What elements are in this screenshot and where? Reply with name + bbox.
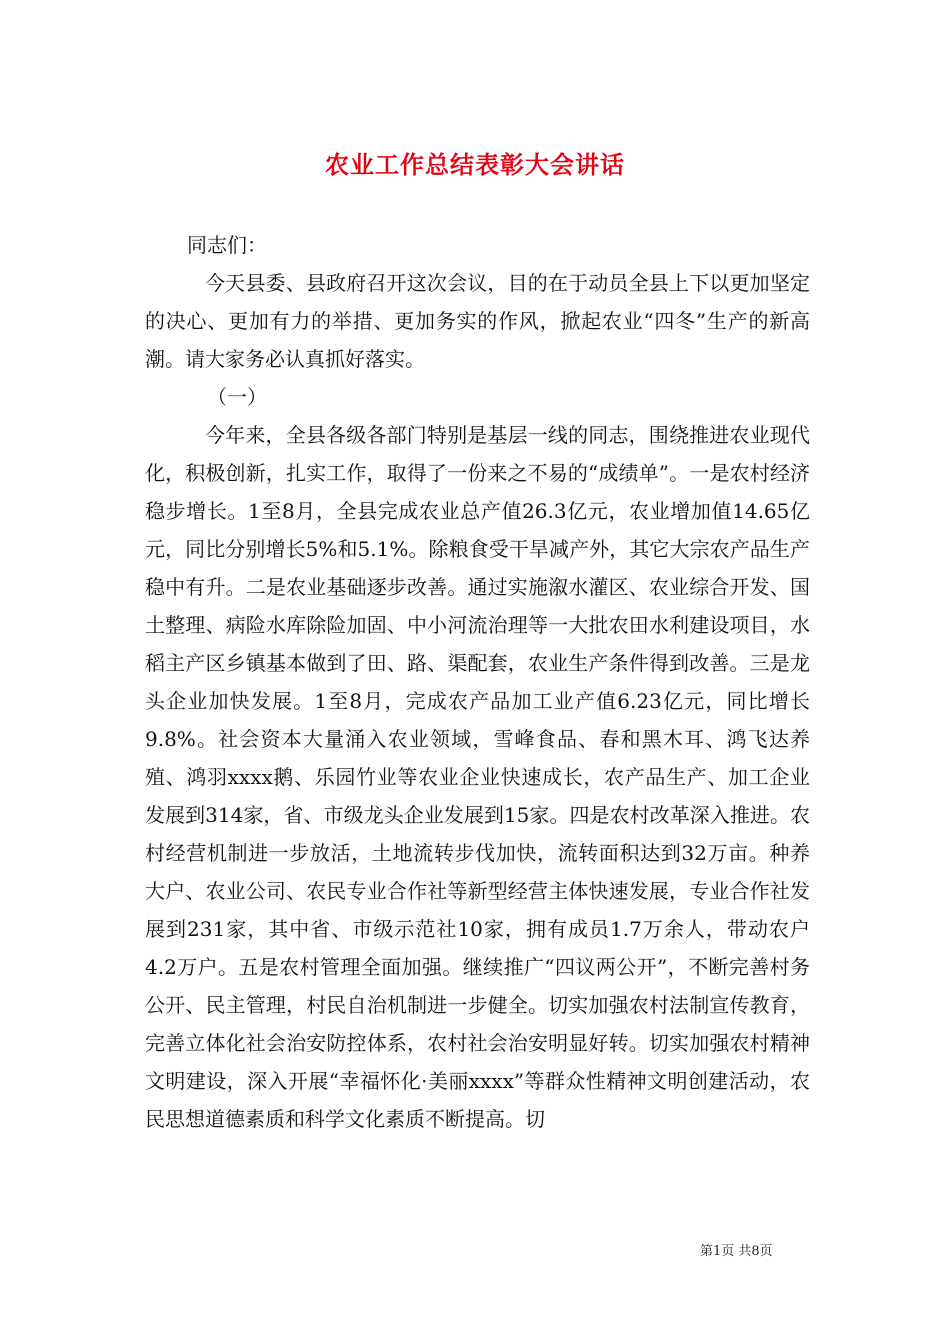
paragraph-achievements: 今年来，全县各级各部门特别是基层一线的同志，围绕推进农业现代化，积极创新，扎实工作，取得了一份来之不易的“成绩单”。一是农村经济稳步增长。1至8月，全县完成农业总产值26.3亿元，农业增加值14.65亿元，同比分别增长5%和5.1%。除粮食受干旱减产外，其它大宗农产品生产稳中有升。二是农业基础逐步改善。通过实施溆水灌区、农业综合开发、国土整理、病险水库除险加固、中小河流治理等一大批农田水利建设项目，水稻主产区乡镇基本做到了田、路、渠配套，农业生产条件得到改善。三是龙头企业加快发展。1至8月，完成农产品加工业产值6.23亿元，同比增长9.8%。社会资本大量涌入农业领域，雪峰食品、春和黑木耳、鸿飞达养殖、鸿羽xxxx鹅、乐园竹业等农业企业快速成长，农产品生产、加工企业发展到314家，省、市级龙头企业发展到15家。四是农村改革深入推进。农村经营机制进一步放活，土地流转步伐加快，流转面积达到32万亩。种养大户、农业公司、农民专业合作社等新型经营主体快速发展，专业合作社发展到231家，其中省、市级示范社10家，拥有成员1.7万余人，带动农户4.2万户。五是农村管理全面加强。继续推广“四议两公开”，不断完善村务公开、民主管理，村民自治机制进一步健全。切实加强农村法制宣传教育，完善立体化社会治安防控体系，农村社会治安明显好转。切实加强农村精神文明建设，深入开展“幸福怀化·美丽xxxx”等群众性精神文明创建活动，农民思想道德素质和科学文化素质不断提高。切 [145,423,810,1131]
document-title: 农业工作总结表彰大会讲话 [325,150,625,180]
document-body [145,226,810,1138]
page-number-footer: 第1页 共8页 [700,1244,773,1259]
salutation: 同志们： [187,233,267,257]
section-marker: （一） [207,385,267,409]
paragraph-intro: 今天县委、县政府召开这次会议，目的在于动员全县上下以更加坚定的决心、更加有力的举措、更加务实的作风，掀起农业“四冬”生产的新高潮。请大家务必认真抓好落实。 [145,271,810,371]
